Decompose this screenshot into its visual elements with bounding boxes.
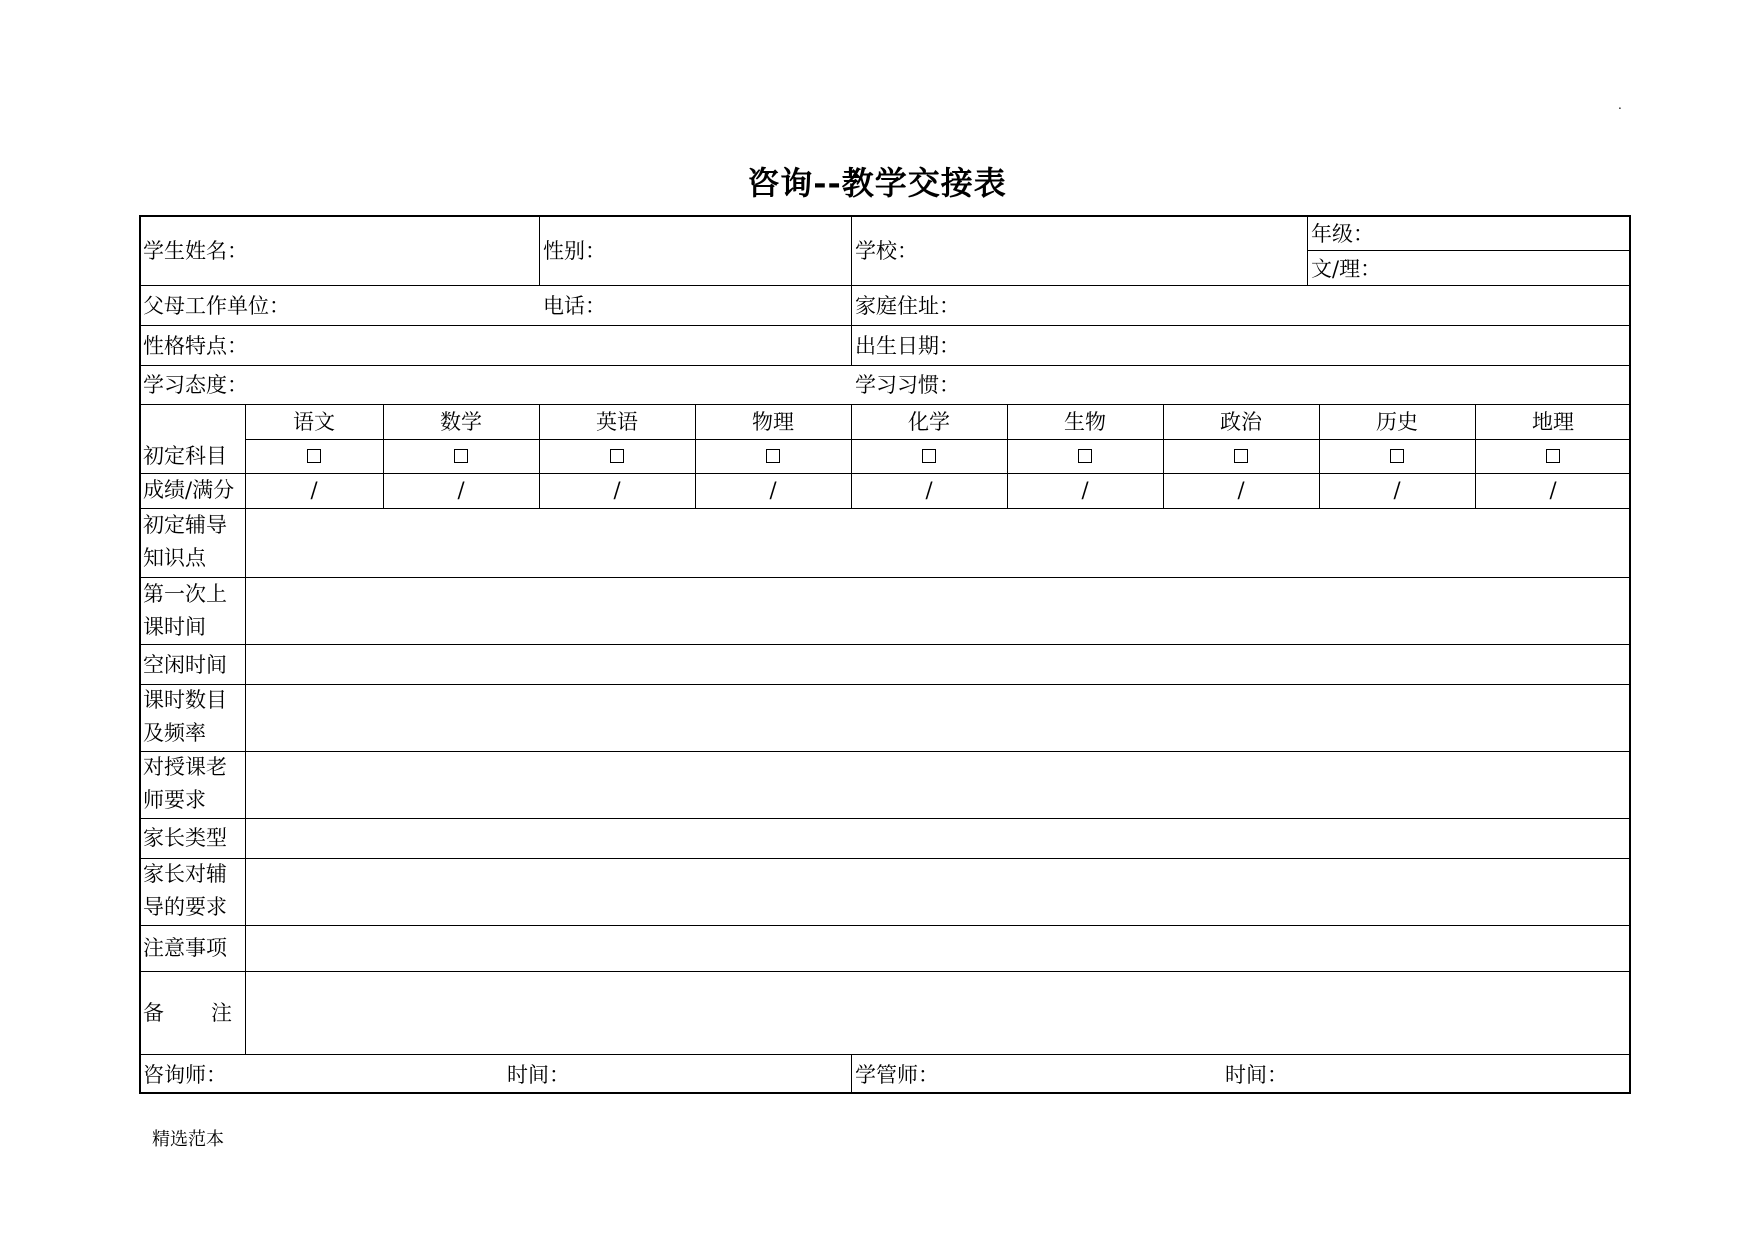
birthday-label: 出生日期： — [855, 334, 960, 358]
score-cell[interactable]: / — [613, 478, 621, 502]
parent-requirements-label: 家长对辅 导的要求 — [143, 862, 227, 919]
address-label: 家庭住址： — [855, 294, 960, 318]
row-divider — [141, 644, 1631, 645]
consultant-label: 咨询师： — [143, 1063, 227, 1087]
row-divider — [141, 925, 1631, 926]
row-divider — [141, 365, 1631, 366]
subject-header: 地理 — [1532, 410, 1574, 434]
subject-header: 物理 — [752, 410, 794, 434]
row-divider — [141, 751, 1631, 752]
student-name-label: 学生姓名： — [143, 239, 248, 263]
class-hours-label: 课时数目 及频率 — [143, 688, 227, 745]
subjects-row-label: 初定科目 — [143, 444, 227, 468]
score-row-label: 成绩/满分 — [143, 478, 235, 502]
row-divider — [245, 439, 1631, 440]
subject-header: 生物 — [1064, 410, 1106, 434]
row-divider — [141, 577, 1631, 578]
row-divider — [141, 818, 1631, 819]
subject-checkbox[interactable] — [1234, 449, 1248, 463]
score-cell[interactable]: / — [1237, 478, 1245, 502]
row-divider — [141, 684, 1631, 685]
col-divider — [851, 217, 852, 365]
score-cell[interactable]: / — [1081, 478, 1089, 502]
corner-mark: . — [1618, 98, 1622, 112]
phone-label: 电话： — [543, 294, 606, 318]
row-divider — [141, 858, 1631, 859]
attitude-label: 学习态度： — [143, 373, 248, 397]
col-divider — [539, 217, 540, 285]
score-cell[interactable]: / — [1393, 478, 1401, 502]
subject-checkbox[interactable] — [610, 449, 624, 463]
subject-header: 英语 — [596, 410, 638, 434]
score-cell[interactable]: / — [457, 478, 465, 502]
subject-header: 语文 — [293, 410, 335, 434]
teacher-requirements-label: 对授课老 师要求 — [143, 755, 227, 812]
gender-label: 性别： — [543, 239, 606, 263]
row-divider — [141, 508, 1631, 509]
handover-form — [139, 215, 1631, 1094]
score-cell[interactable]: / — [925, 478, 933, 502]
row-divider — [141, 473, 1631, 474]
tutor-points-label: 初定辅导 知识点 — [143, 513, 227, 570]
row-divider — [1307, 250, 1631, 251]
col-divider — [1307, 217, 1308, 285]
subject-header: 化学 — [908, 410, 950, 434]
subject-checkbox[interactable] — [922, 449, 936, 463]
subject-checkbox[interactable] — [1546, 449, 1560, 463]
subject-header: 数学 — [440, 410, 482, 434]
school-label: 学校： — [855, 239, 918, 263]
personality-label: 性格特点： — [143, 334, 248, 358]
arts-science-label: 文/理： — [1311, 257, 1382, 281]
notes-label: 注意事项 — [143, 936, 227, 960]
subject-header: 政治 — [1220, 410, 1262, 434]
row-divider — [141, 1054, 1631, 1055]
manager-label: 学管师： — [855, 1063, 939, 1087]
consultant-time-label: 时间： — [507, 1063, 570, 1087]
footer-note: 精选范本 — [152, 1129, 224, 1150]
row-divider — [141, 285, 1631, 286]
page-title: 咨询--教学交接表 — [747, 164, 1007, 202]
score-cell[interactable]: / — [1549, 478, 1557, 502]
col-divider — [851, 1054, 852, 1094]
subject-header: 历史 — [1376, 410, 1418, 434]
score-cell[interactable]: / — [310, 478, 318, 502]
subject-checkbox[interactable] — [454, 449, 468, 463]
row-divider — [141, 325, 1631, 326]
subject-checkbox[interactable] — [1078, 449, 1092, 463]
grade-label: 年级： — [1311, 222, 1374, 246]
manager-time-label: 时间： — [1225, 1063, 1288, 1087]
subject-checkbox[interactable] — [307, 449, 321, 463]
score-cell[interactable]: / — [769, 478, 777, 502]
row-divider — [141, 404, 1631, 405]
parent-work-label: 父母工作单位： — [143, 294, 290, 318]
row-divider — [141, 971, 1631, 972]
subject-checkbox[interactable] — [766, 449, 780, 463]
remarks-label-1: 备 — [143, 1001, 164, 1025]
habits-label: 学习习惯： — [855, 373, 960, 397]
free-time-label: 空闲时间 — [143, 653, 227, 677]
subject-checkbox[interactable] — [1390, 449, 1404, 463]
first-class-label: 第一次上 课时间 — [143, 582, 227, 639]
parent-type-label: 家长类型 — [143, 826, 227, 850]
remarks-label-2: 注 — [211, 1001, 232, 1025]
